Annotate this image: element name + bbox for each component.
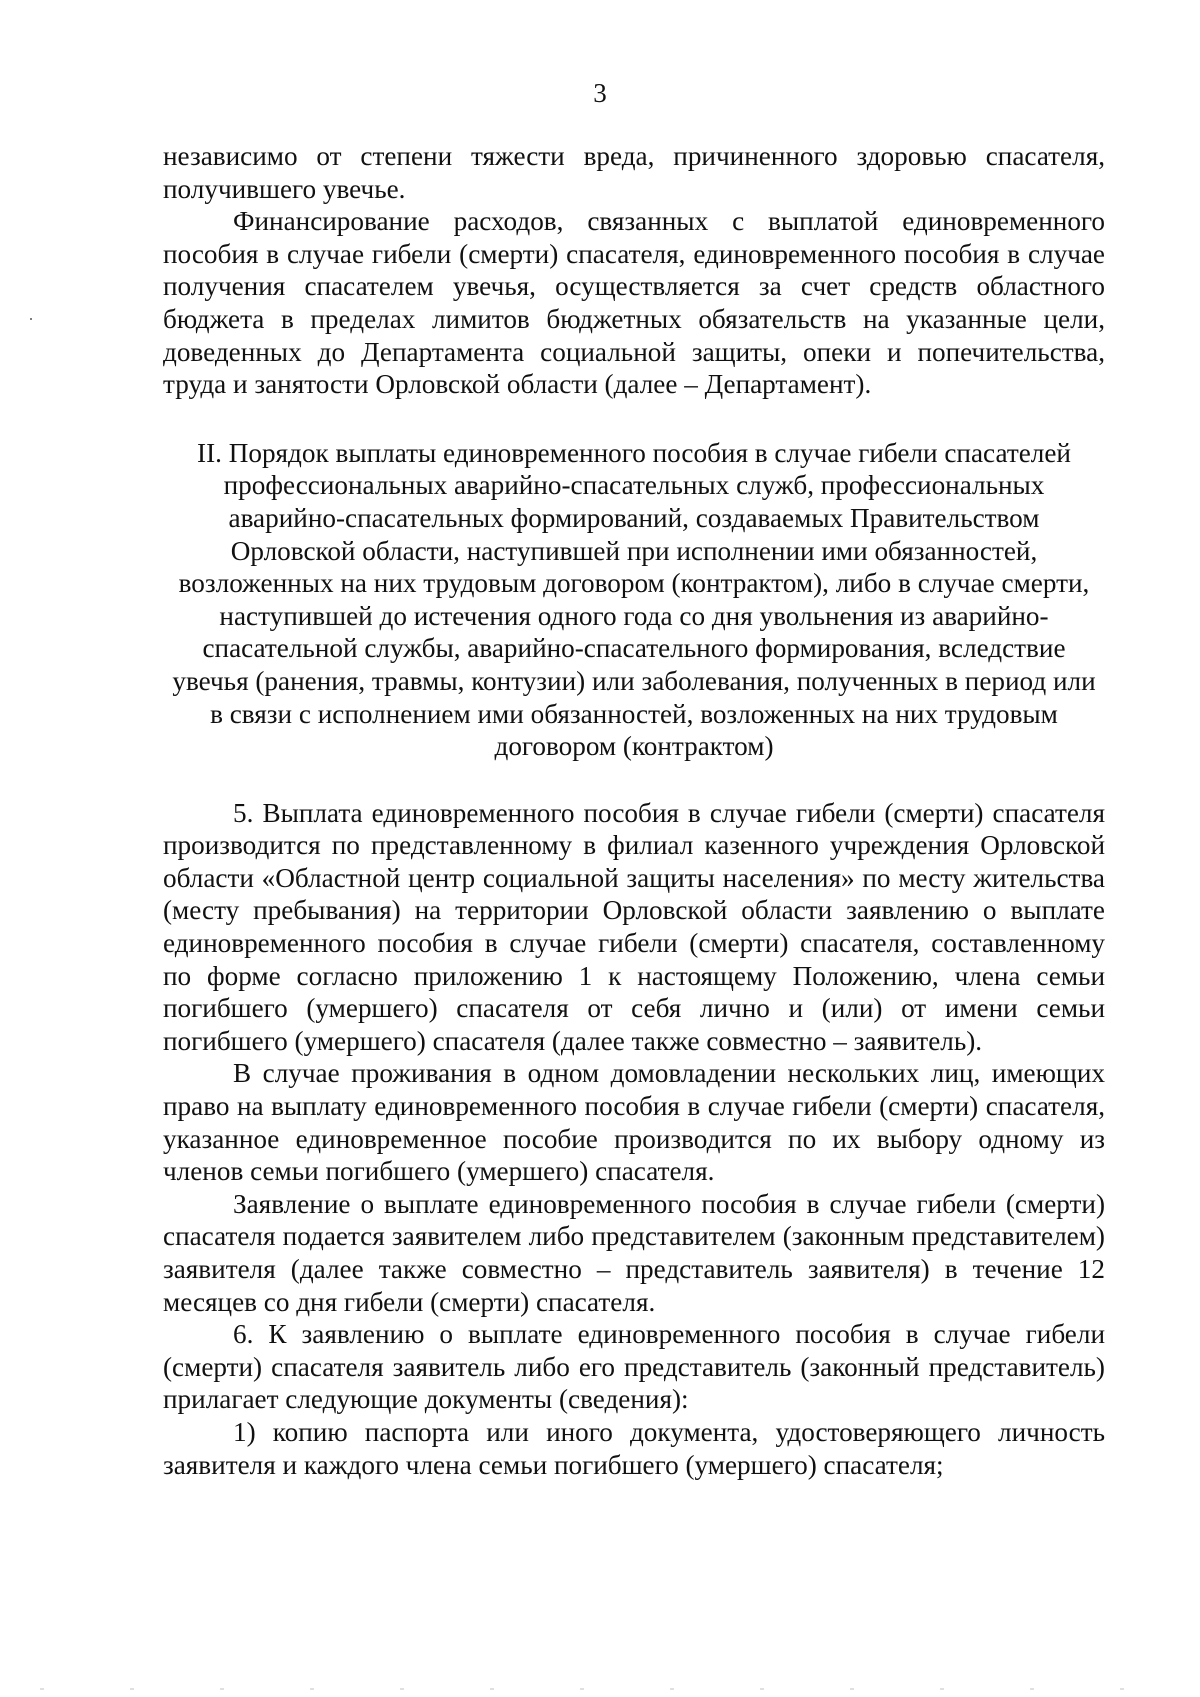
paragraph-item-5: 5. Выплата единовременного пособия в случае гибели (смерти) спасателя производится по представленному в филиал казенного учреждения Орловской области «Областной центр социальной защиты населения» по месту жительства (месту пребывания) на территории Орловской области заявлению о выплате единовременного пособия в случае гибели (смерти) спасателя, составленному по форме согласно приложению 1 к настоящему Положению, члена семьи погибшего (умершего) спасателя от себя лично и (или) от имени семьи погибшего (умершего) спасателя (далее также совместно – заявитель).: [163, 797, 1105, 1056]
paragraph-item-6: 6. К заявлению о выплате единовременного пособия в случае гибели (смерти) спасателя заявитель либо его представитель (законный представитель) прилагает следующие документы (сведения):: [163, 1319, 1105, 1415]
paragraph-multiple-persons: В случае проживания в одном домовладении нескольких лиц, имеющих право на выплату единовременного пособия в случае гибели (смерти) спасателя, указанное единовременное пособие производится по их выбору одному из членов семьи погибшего (умершего) спасателя.: [163, 1058, 1105, 1187]
scan-speck: [30, 318, 32, 320]
section-heading: II. Порядок выплаты единовременного пособия в случае гибели спасателей профессиональных аварийно-спасательных служб, профессиональных аварийно-спасательных формирований, создаваемых Правительством Орловской области, наступившей при исполнении ими обязанностей, возложенных на них трудовым договором (контрактом), либо в случае смерти, наступившей до истечения одного года со дня увольнения из аварийно-спасательной службы, аварийно-спасательного формирования, вследствие увечья (ранения, травмы, контузии) или заболевания, полученных в период или в связи с исполнением ими обязанностей, возложенных на них трудовым договором (контрактом): [172, 437, 1096, 762]
document-body: [163, 140, 1105, 1481]
paragraph-application-deadline: Заявление о выплате единовременного пособия в случае гибели (смерти) спасателя подается заявителем либо представителем (законным представителем) заявителя (далее также совместно – представитель заявителя) в течение 12 месяцев со дня гибели (смерти) спасателя.: [163, 1188, 1105, 1317]
paragraph-continuation: независимо от степени тяжести вреда, причиненного здоровью спасателя, получившего увечье.: [163, 141, 1105, 204]
scan-edge-noise: [0, 1688, 1200, 1690]
paragraph-subitem-1: 1) копию паспорта или иного документа, удостоверяющего личность заявителя и каждого члена семьи погибшего (умершего) спасателя;: [163, 1416, 1105, 1480]
paragraph-financing: Финансирование расходов, связанных с выплатой единовременного пособия в случае гибели (смерти) спасателя, единовременного пособия в случае получения спасателем увечья, осуществляется за счет средств областного бюджета в пределах лимитов бюджетных обязательств на указанные цели, доведенных до Департамента социальной защиты, опеки и попечительства, труда и занятости Орловской области (далее – Департамент).: [163, 206, 1105, 400]
page-number: 3: [593, 78, 607, 108]
